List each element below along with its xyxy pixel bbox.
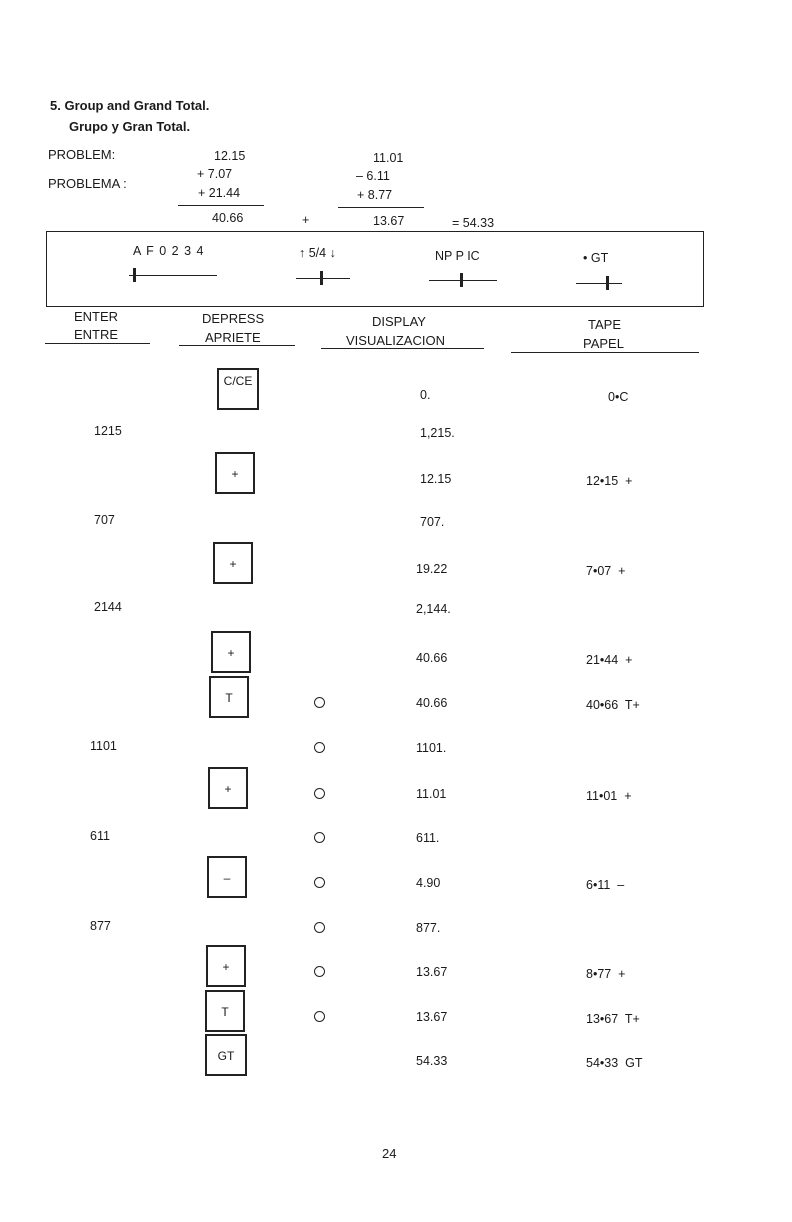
display-value: 19.22 [416,562,448,576]
grand-total: = 54.33 [452,216,495,230]
display-value: 13.67 [416,1010,448,1024]
calculator-key-label: T [221,1005,229,1019]
display-value: 1,215. [420,426,455,440]
decimal-switch-track [129,275,217,276]
display-value: 54.33 [416,1054,448,1068]
tape-value: 13•67 T+ [586,1012,640,1026]
indicator-circle-icon [314,788,325,799]
calculator-key [205,990,245,1032]
tape-value: 54•33 GT [586,1056,643,1070]
tape-value: 11•01 + [586,789,632,803]
tape-value: 21•44 + [586,653,633,667]
group1-total: 40.66 [212,211,244,225]
display-value: 2,144. [416,602,451,616]
print-mode-switch-knob [460,273,463,287]
calculator-key [206,945,246,987]
display-value: 12.15 [420,472,452,486]
calculator-key-label: + [222,960,230,974]
calculator-key [207,856,247,898]
group2-value-2: – 6.11 [356,169,390,183]
calculator-key [208,767,248,809]
enter-value: 1101 [90,739,117,753]
display-value: 1101. [416,741,447,755]
calculator-key-label: + [224,782,232,796]
calculator-key [205,1034,247,1076]
group2-sum-rule [338,207,424,208]
calculator-key-label: + [227,646,235,660]
decimal-switch-label: A F 0 2 3 4 [133,244,205,258]
switch-settings-box [46,231,704,307]
display-value: 0. [420,388,431,402]
enter-header: ENTER [74,309,119,324]
enter-value: 1215 [94,424,122,438]
enter-value: 707 [94,513,115,527]
calculator-key [215,452,255,494]
tape-value: 8•77 + [586,967,626,981]
depress-header-spanish: APRIETE [205,330,261,345]
indicator-circle-icon [314,697,325,708]
calculator-key [211,631,251,673]
depress-header-rule [179,345,295,346]
group2-value-1: 11.01 [373,151,404,165]
display-value: 707. [420,515,445,529]
decimal-switch-knob [133,268,136,282]
gt-switch-label: • GT [583,251,609,265]
tape-value: 7•07 + [586,564,626,578]
calculator-key [213,542,253,584]
group2-value-3: + 8.77 [357,188,393,202]
display-value: 13.67 [416,965,448,979]
print-mode-switch-track [429,280,497,281]
calculator-key [209,676,249,718]
group1-value-1: 12.15 [214,149,246,163]
problem-label-spanish: PROBLEMA : [48,176,127,191]
tape-value: 6•11 – [586,878,625,892]
enter-value: 877 [90,919,111,933]
enter-value: 2144 [94,600,122,614]
display-value: 4.90 [416,876,441,890]
plus-sign: + [302,213,310,227]
indicator-circle-icon [314,742,325,753]
group1-value-2: + 7.07 [197,167,233,181]
indicator-circle-icon [314,877,325,888]
gt-switch-knob [606,276,609,290]
page-number: 24 [382,1146,397,1161]
display-value: 11.01 [416,787,447,801]
depress-header: DEPRESS [202,311,265,326]
calculator-key-label: + [229,557,237,571]
rounding-switch-label: ↑ 5/4 ↓ [299,246,336,260]
calculator-key-label: – [223,871,231,885]
calculator-key [217,368,259,410]
group1-value-3: + 21.44 [198,186,241,200]
display-value: 40.66 [416,651,448,665]
gt-switch-track [576,283,622,284]
indicator-circle-icon [314,966,325,977]
tape-header: TAPE [588,317,621,332]
section-title: 5. Group and Grand Total. [50,98,210,113]
display-header-spanish: VISUALIZACION [346,333,445,348]
display-value: 877. [416,921,441,935]
tape-value: 12•15 + [586,474,633,488]
tape-header-spanish: PAPEL [583,336,624,351]
calculator-key-label: GT [217,1049,235,1063]
rounding-switch-track [296,278,350,279]
print-mode-switch-label: NP P IC [435,249,480,263]
display-value: 611. [416,831,440,845]
calculator-key-label: + [231,467,239,481]
indicator-circle-icon [314,922,325,933]
rounding-switch-knob [320,271,323,285]
display-value: 40.66 [416,696,448,710]
group2-total: 13.67 [373,214,405,228]
display-header: DISPLAY [372,314,426,329]
tape-value: 0•C [608,390,629,404]
indicator-circle-icon [314,832,325,843]
problem-label: PROBLEM: [48,147,116,162]
tape-header-rule [511,352,699,353]
section-title-spanish: Grupo y Gran Total. [69,119,191,134]
display-header-rule [321,348,484,349]
group1-sum-rule [178,205,264,206]
calculator-key-label: T [225,691,233,705]
tape-value: 40•66 T+ [586,698,640,712]
enter-header-spanish: ENTRE [74,327,119,342]
enter-header-rule [45,343,150,344]
indicator-circle-icon [314,1011,325,1022]
enter-value: 611 [90,829,110,843]
calculator-key-label: C/CE [223,374,253,388]
